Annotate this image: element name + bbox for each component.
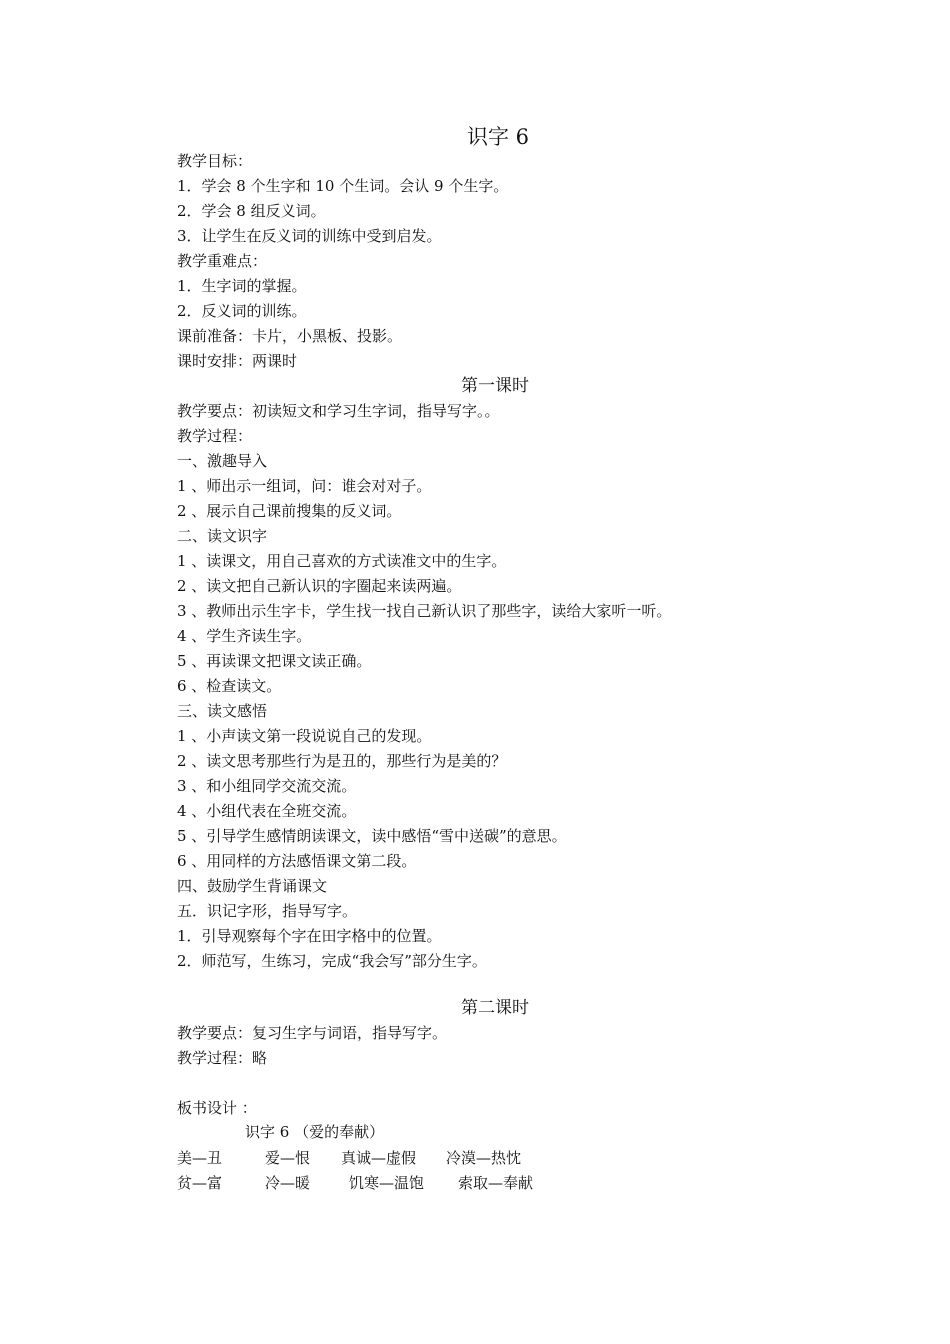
lesson1-step: 4 、学生齐读生字。 [177,627,312,645]
objective-item: 2．学会 8 组反义词。 [177,202,326,220]
lesson1-step: 一、激趣导入 [177,452,268,470]
antonym-pair: 饥寒—温饱 [349,1174,425,1192]
document-title: 识字 6 [466,125,530,149]
lesson2-focus: 教学要点：复习生字与词语，指导写字。 [177,1024,448,1042]
antonym-pair: 美—丑 [177,1149,223,1167]
lesson1-step: 1 、小声读文第一段说说自己的发现。 [177,727,432,745]
board-subtitle: 识字 6 （爱的奉献） [245,1123,385,1141]
lesson1-step: 2 、读文把自己新认识的字圈起来读两遍。 [177,577,462,595]
lesson1-step: 二、读文识字 [177,527,268,545]
antonym-pair: 冷漠—热忱 [446,1149,522,1167]
lesson1-step: 1 、师出示一组词，问：谁会对对子。 [177,477,432,495]
board-heading: 板书设计 ： [177,1099,257,1117]
lesson1-step: 四、鼓励学生背诵课文 [177,877,328,895]
keypoint-item: 1．生字词的掌握。 [177,277,307,295]
lesson1-step: 5 、再读课文把课文读正确。 [177,652,372,670]
keypoint-item: 2．反义词的训练。 [177,302,307,320]
antonym-pair: 冷—暖 [265,1174,311,1192]
lesson1-step: 6 、用同样的方法感悟课文第二段。 [177,852,417,870]
lesson1-step: 3 、教师出示生字卡，学生找一找自己新认识了那些字，读给大家听一听。 [177,602,672,620]
antonym-pair: 贫—富 [177,1174,223,1192]
lesson2-heading: 第二课时 [461,998,529,1018]
lesson1-step: 2 、展示自己课前搜集的反义词。 [177,502,402,520]
schedule-text: 课时安排：两课时 [177,352,298,370]
lesson1-step: 2 、读文思考那些行为是丑的，那些行为是美的？ [177,752,507,770]
lesson1-step: 三、读文感悟 [177,702,268,720]
objective-item: 1．学会 8 个生字和 10 个生词。会认 9 个生字。 [177,177,509,195]
objectives-heading: 教学目标： [177,152,253,170]
lesson2-process: 教学过程：略 [177,1049,268,1067]
lesson1-step: 2．师范写，生练习，完成“我会写”部分生字。 [177,952,487,970]
lesson1-step: 1 、读课文，用自己喜欢的方式读准文中的生字。 [177,552,507,570]
antonym-pair: 爱—恨 [265,1149,311,1167]
lesson1-step: 6 、检查读文。 [177,677,282,695]
antonym-pair: 真诚—虚假 [341,1149,417,1167]
lesson1-step: 5 、引导学生感情朗读课文，读中感悟“雪中送碳”的意思。 [177,827,567,845]
lesson1-focus: 教学要点：初读短文和学习生字词，指导写字。。 [177,402,500,420]
preparation-text: 课前准备：卡片，小黑板、投影。 [177,327,403,345]
lesson1-step: 五．识记字形，指导写字。 [177,902,358,920]
lesson1-step: 3 、和小组同学交流交流。 [177,777,357,795]
keypoints-heading: 教学重难点： [177,252,268,270]
lesson1-process-heading: 教学过程： [177,427,253,445]
objective-item: 3．让学生在反义词的训练中受到启发。 [177,227,442,245]
lesson1-step: 1．引导观察每个字在田字格中的位置。 [177,927,442,945]
lesson1-heading: 第一课时 [461,376,529,396]
lesson1-step: 4 、小组代表在全班交流。 [177,802,357,820]
antonym-pair: 索取—奉献 [458,1174,534,1192]
